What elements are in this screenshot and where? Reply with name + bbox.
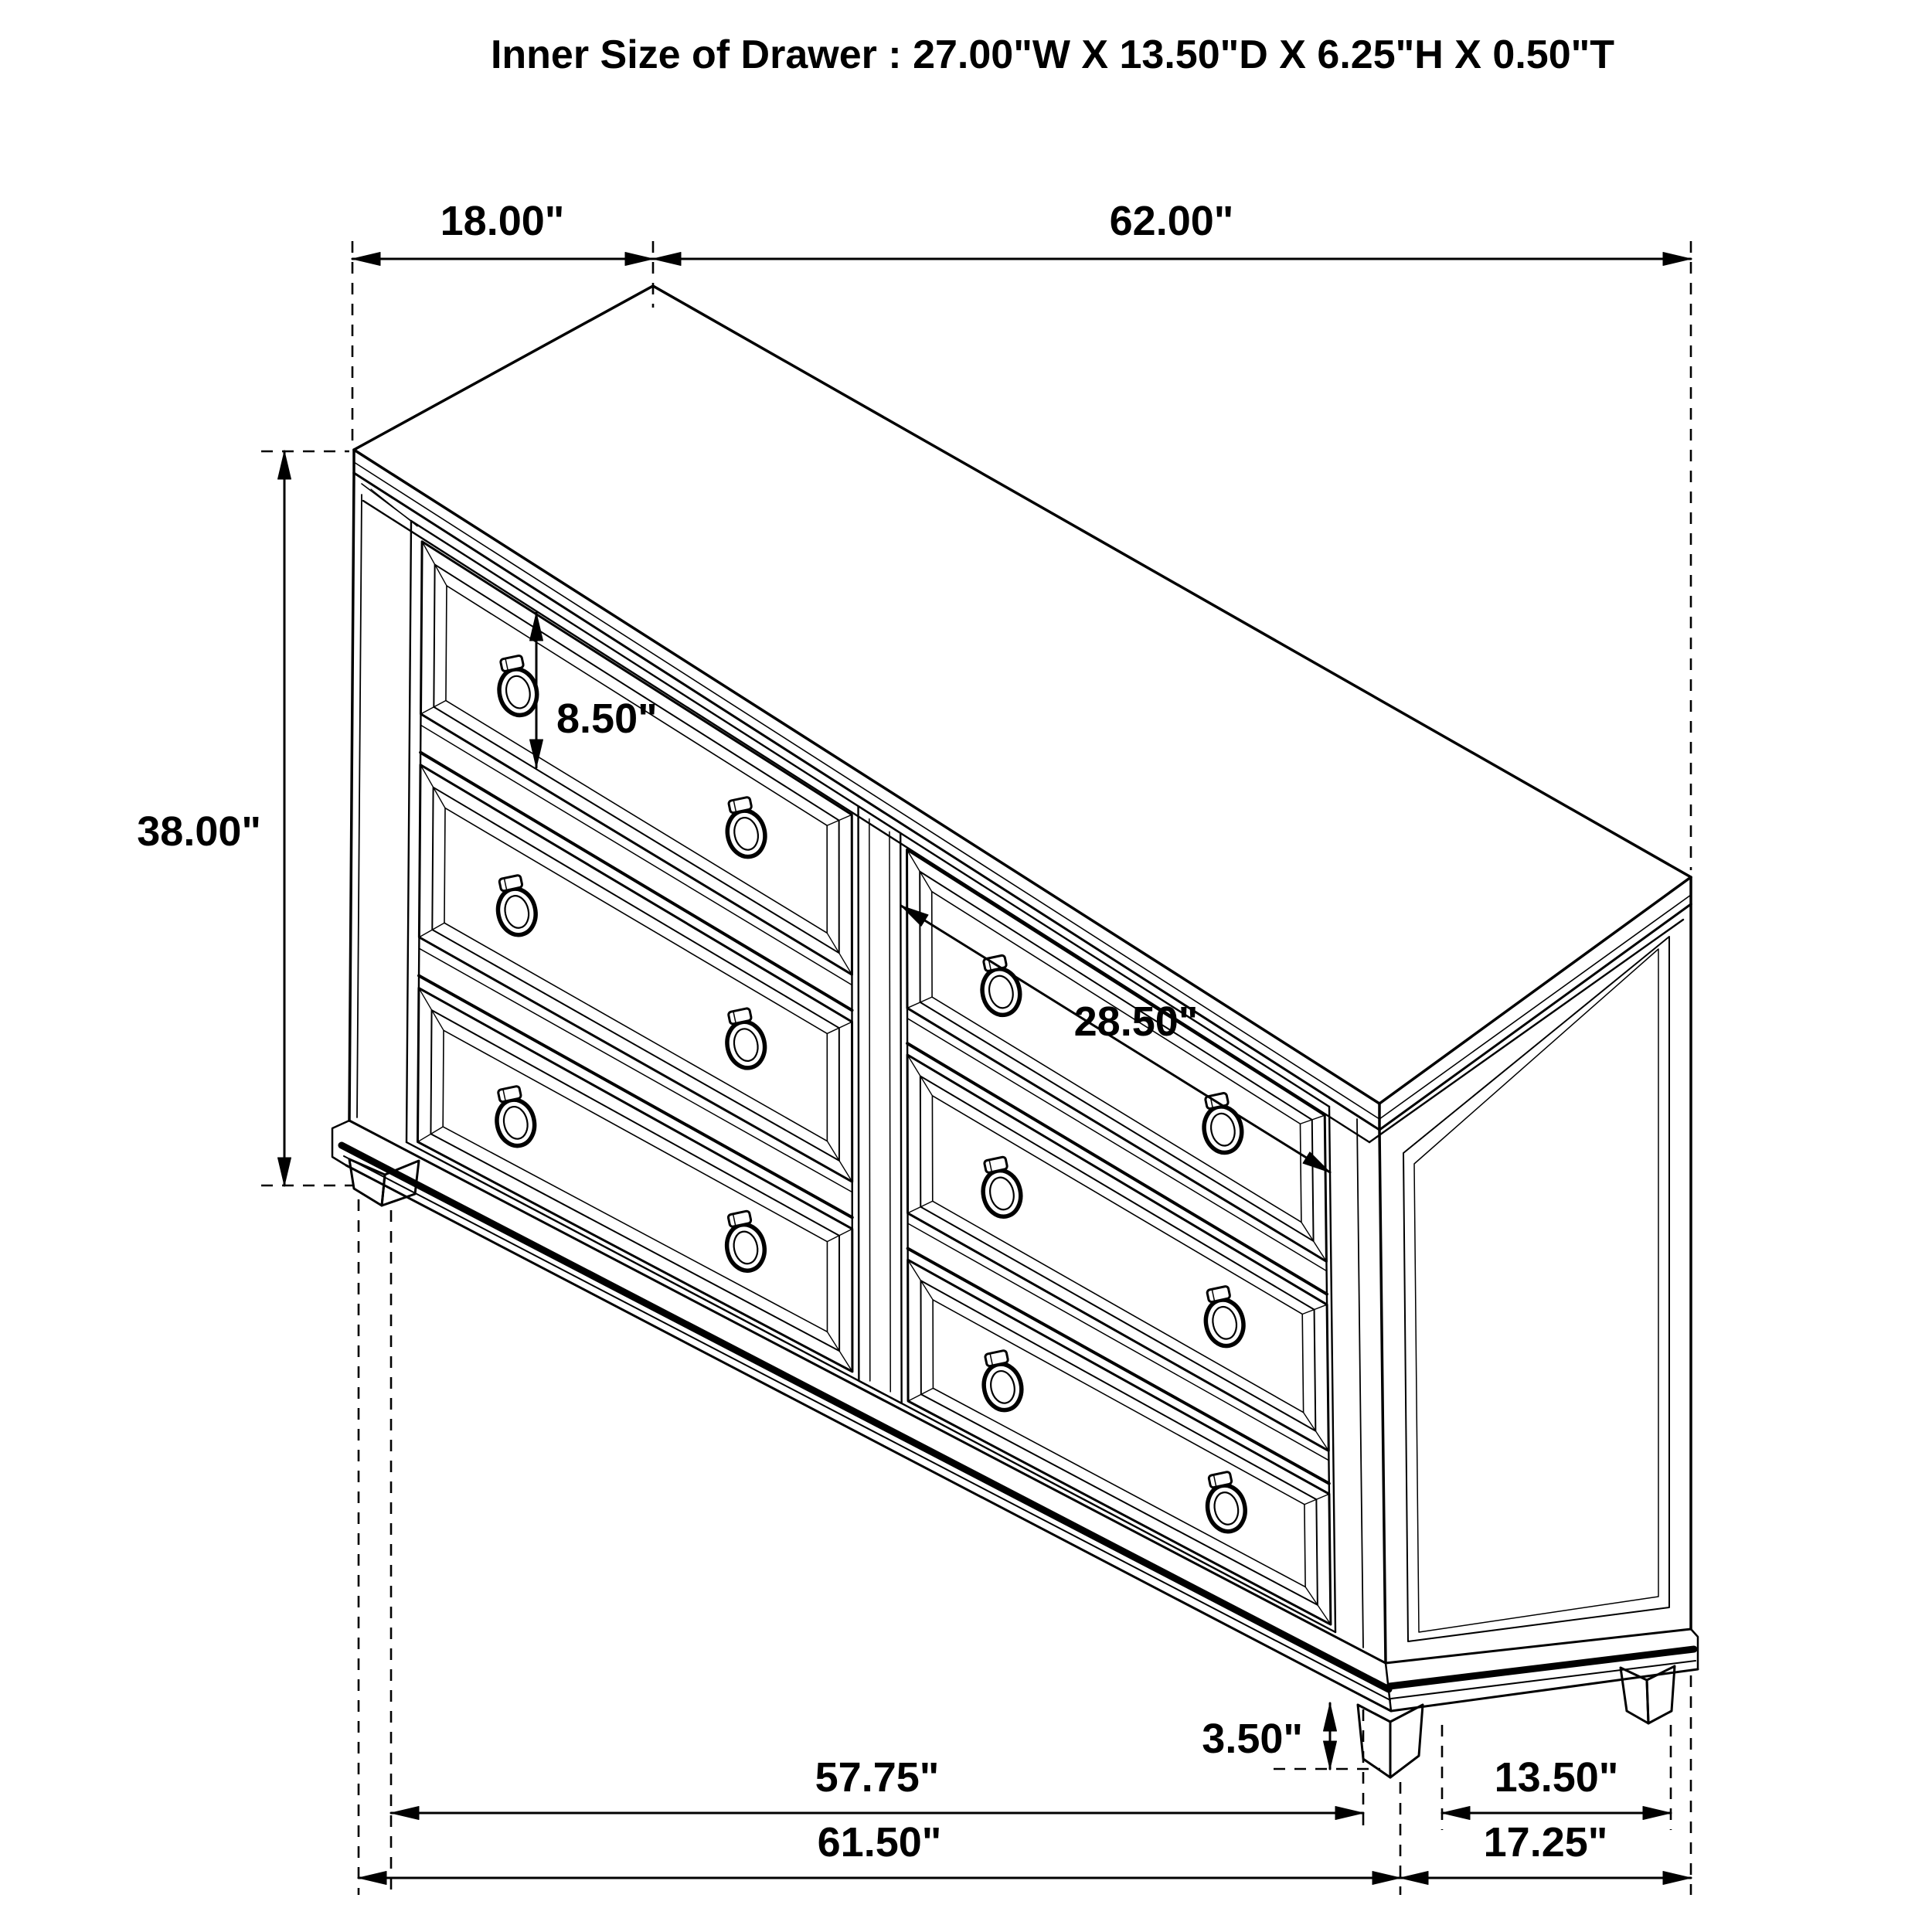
- dim-front-overall-width-label: 61.50": [817, 1819, 942, 1866]
- ring-pull-icon: [720, 1209, 769, 1274]
- ring-pull-icon: [1201, 1470, 1250, 1535]
- dim-height-label: 38.00": [137, 808, 261, 855]
- ring-pull-icon: [975, 954, 1024, 1019]
- ring-pull-icon: [720, 1006, 769, 1071]
- dim-front-inner-width-label: 57.75": [815, 1754, 940, 1801]
- ring-pull-icon: [1197, 1091, 1246, 1156]
- ring-pull-icon: [492, 654, 541, 719]
- dim-side-overall-depth-label: 17.25": [1483, 1819, 1608, 1866]
- dim-top-width-label: 62.00": [1109, 198, 1234, 244]
- dim-top-depth-label: 18.00": [440, 198, 565, 244]
- dim-leg-height-label: 3.50": [1202, 1716, 1303, 1762]
- ring-pull-icon: [1199, 1284, 1248, 1349]
- ring-pull-icon: [492, 873, 540, 938]
- ring-pull-icon: [721, 795, 770, 860]
- diagram-title: Inner Size of Drawer : 27.00"W X 13.50"D X 6.25"H X 0.50"T: [490, 32, 1615, 77]
- dimension-labels: [137, 32, 1618, 1866]
- ring-pull-icon: [490, 1084, 539, 1149]
- ring-pull-icon: [976, 1155, 1025, 1219]
- ring-pull-icon: [977, 1349, 1026, 1413]
- dim-drawer-face-height-label: 8.50": [556, 696, 658, 742]
- dim-side-inner-depth-label: 13.50": [1494, 1754, 1619, 1801]
- dim-drawer-width-label: 28.50": [1073, 998, 1199, 1045]
- dresser-wireframe: [261, 241, 1698, 1895]
